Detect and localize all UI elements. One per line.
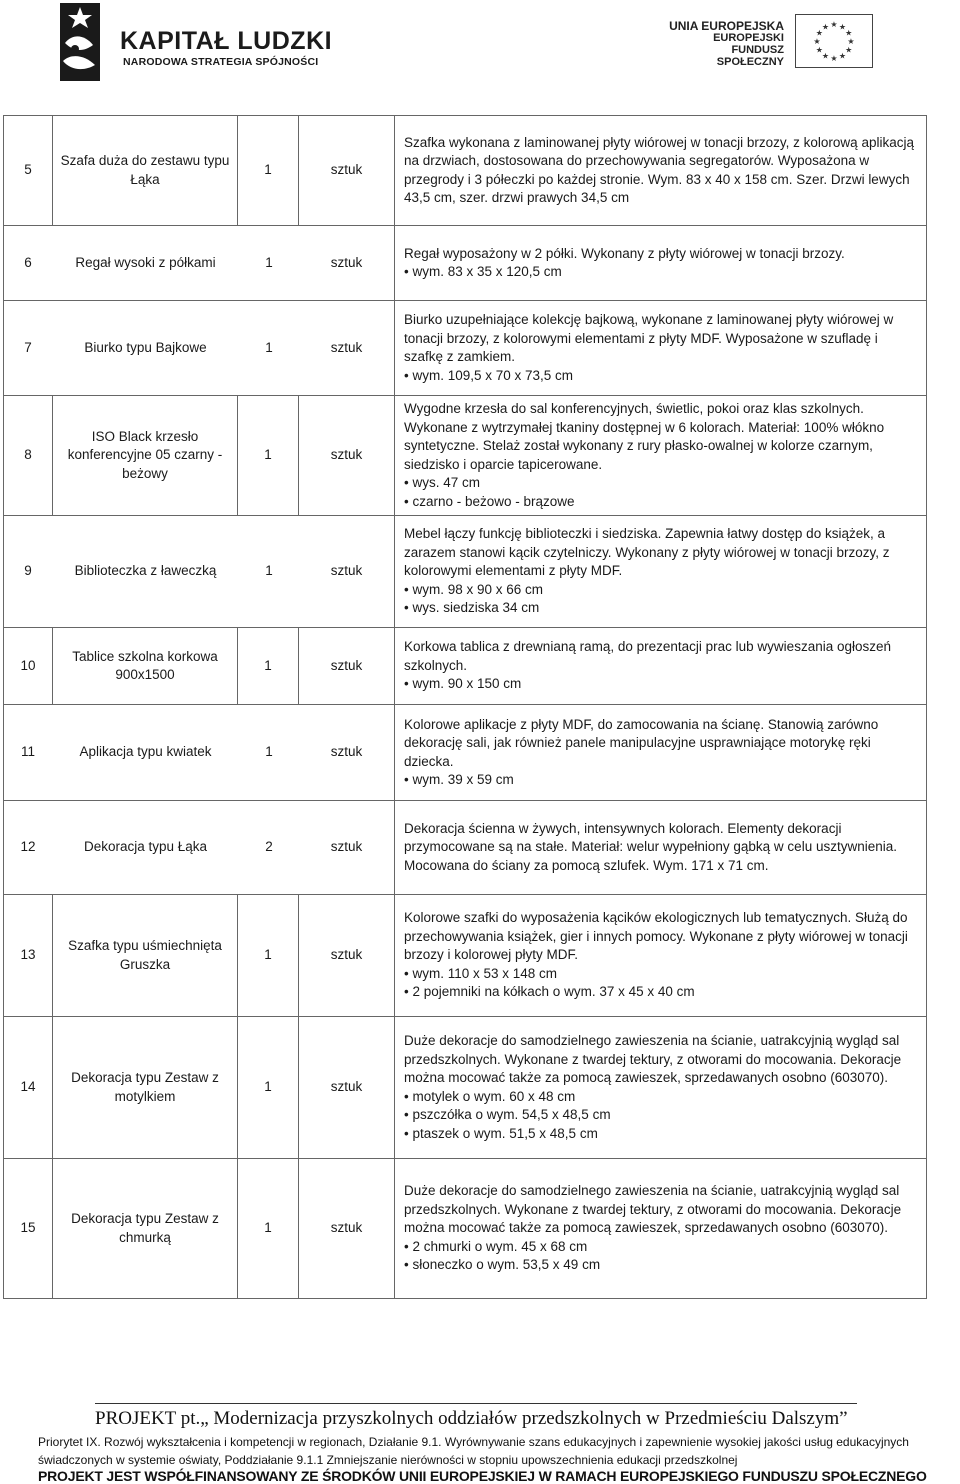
item-description (395, 301, 927, 396)
footer-divider (95, 1403, 857, 1404)
item-name: Dekoracja typu Łąka (83, 839, 208, 855)
description-text: Korkowa tablica z drewnianą ramą, do prezentacji prac lub wywieszania ogłoszeń szkolnych. (404, 639, 892, 673)
item-number: 9 (24, 563, 32, 579)
item-number: 6 (24, 254, 32, 270)
table-row (4, 1159, 927, 1299)
item-number: 13 (4, 895, 53, 1017)
description-text: Dekoracja ścienna w żywych, intensywnych kolorach. Elementy dekoracji przymocowane są na stałe. Materiał: welur wypełniony gąbką w celu usztywnienia. Mocowana do ściany za pomocą szlufek. Wym. 171 x 71 cm. (404, 820, 897, 873)
item-quantity: 1 (265, 563, 273, 579)
table-row (4, 516, 927, 628)
item-number: 11 (20, 744, 35, 760)
spec-list (404, 367, 916, 386)
eu-star-icon: ★ (845, 45, 853, 55)
item-name: Dekoracja typu Zestaw z chmurką (53, 1159, 238, 1299)
spec-list (404, 1238, 916, 1275)
item-unit: sztuk (299, 1159, 395, 1299)
item-summary-cell (4, 801, 395, 895)
item-quantity: 2 (265, 839, 273, 855)
item-unit: sztuk (299, 628, 395, 705)
item-quantity: 1 (238, 1017, 299, 1159)
eu-star-icon: ★ (813, 37, 821, 46)
eu-star-icon: ★ (838, 51, 847, 61)
item-description (395, 396, 927, 516)
eu-line-1: UNIA EUROPEJSKA (669, 19, 784, 33)
table-row (4, 116, 927, 226)
item-description (395, 628, 927, 705)
item-unit: sztuk (330, 744, 363, 760)
item-summary-cell (4, 705, 395, 801)
item-description (395, 116, 927, 226)
item-description (395, 1159, 927, 1299)
item-name: Biurko typu Bajkowe (84, 339, 207, 355)
spec-item: • wym. 83 x 35 x 120,5 cm (404, 263, 916, 282)
item-name: Tablice szkolna korkowa 900x1500 (53, 628, 238, 705)
spec-item: • 2 chmurki o wym. 45 x 68 cm (404, 1238, 916, 1257)
eu-star-icon: ★ (815, 45, 823, 55)
item-unit: sztuk (330, 563, 363, 579)
description-text: Szafka wykonana z laminowanej płyty wiórowej w tonacji brzozy, z kolorową aplikacją na drzwiach, dostosowana do przechowywania segregatorów. Wyposażona w przegrody i 3 półeczki po każdej stronie. Wym. 83 x 40 x 158 cm. Szer. Drzwi lewych 43,5 cm, szer. drzwi prawych 34,5 cm (404, 134, 914, 205)
spec-list (404, 675, 916, 694)
priority-description: Rozwój wykształcenia i kompetencji w regionach, Działanie 9.1. Wyrównywanie szans edukacyjnych i zapewnienie wysokiej jakości usług edukacyjnych świadczonych w systemie oświaty, Poddziałanie 9.1.1 Zmniejszanie nierówności w stopniu upowszechnienia edukacji przedszkolnej (38, 1435, 909, 1467)
item-quantity: 1 (238, 116, 299, 226)
spec-item: • wym. 39 x 59 cm (404, 771, 916, 790)
table-row (4, 301, 927, 396)
item-unit: sztuk (299, 1017, 395, 1159)
item-description (395, 705, 927, 801)
item-number: 14 (4, 1017, 53, 1159)
item-description (395, 516, 927, 628)
item-name: Biblioteczka z ławeczką (74, 563, 217, 579)
item-summary-cell (4, 226, 395, 301)
item-summary-cell (4, 516, 395, 628)
spec-item: • wym. 110 x 53 x 148 cm (404, 965, 916, 984)
spec-item: • wym. 109,5 x 70 x 73,5 cm (404, 367, 916, 386)
table-row (4, 895, 927, 1017)
item-quantity: 1 (238, 895, 299, 1017)
item-unit: sztuk (299, 895, 395, 1017)
spec-list (404, 263, 916, 282)
spec-item: • wym. 98 x 90 x 66 cm (404, 581, 916, 600)
description-text: Mebel łączy funkcję biblioteczki i siedziska. Zapewnia łatwy dostęp do książek, a zarazem stanowi kącik czytelniczy. Wykonany z płyty wiórowej w tonacji brzozy, z kolorowymi elementami z płyty MDF. (404, 526, 890, 579)
item-summary-cell (4, 301, 395, 396)
item-description (395, 1017, 927, 1159)
item-unit: sztuk (330, 339, 363, 355)
item-quantity: 1 (265, 254, 273, 270)
eu-star-icon: ★ (838, 22, 847, 32)
item-name: Szafa duża do zestawu typu Łąka (53, 116, 238, 226)
eu-flag-icon (795, 14, 873, 68)
eu-text (668, 20, 784, 68)
item-description (395, 801, 927, 895)
item-quantity: 1 (238, 396, 299, 516)
table-row (4, 705, 927, 801)
description-text: Biurko uzupełniające kolekcję bajkową, wykonane z laminowanej płyty wiórowej w tonacji brzozy, z kolorowymi elementami z płyty MDF. Wyposażone w szufladę i szafkę z zamkiem. (404, 312, 894, 364)
eu-star-icon: ★ (845, 28, 853, 38)
spec-item: • czarno - beżowo - brązowe (404, 493, 916, 512)
description-text: Wygodne krzesła do sal konferencyjnych, świetlic, pokoi oraz klas szkolnych. Wykonane z wytrzymałej tkaniny dostępnej w 6 kolorach. Materiał: 100% włókno syntetyczne. Stelaż został wykonany z rury płasko-owalnej w kolorze czarnym, siedzisko i oparcie tapicerowane. (404, 401, 885, 472)
page-footer (0, 1395, 960, 1484)
item-quantity: 1 (265, 339, 273, 355)
description-text: Kolorowe aplikacje z płyty MDF, do zamocowania na ścianę. Stanowią zarówno dekorację sali, jak również panele manipulacyjne usprawniające motorykę ręki dziecka. (404, 716, 879, 769)
eu-line-3: FUNDUSZ SPOŁECZNY (716, 44, 784, 68)
item-number: 12 (20, 839, 36, 855)
item-name: Aplikacja typu kwiatek (79, 744, 212, 760)
item-number: 7 (24, 339, 32, 355)
item-name: Szafka typu uśmiechnięta Gruszka (53, 895, 238, 1017)
project-title: PROJEKT pt.„ Modernizacja przyszkolnych oddziałów przedszkolnych w Przedmieściu Dalszym” (95, 1408, 848, 1429)
table-row (4, 801, 927, 895)
spec-item: • pszczółka o wym. 54,5 x 48,5 cm (404, 1106, 916, 1125)
spec-item: • wys. 47 cm (404, 474, 916, 493)
item-quantity: 1 (238, 628, 299, 705)
table-row (4, 396, 927, 516)
page-header (0, 0, 960, 100)
item-name: ISO Black krzesło konferencyjne 05 czarny - beżowy (53, 396, 238, 516)
eu-star-icon: ★ (815, 28, 823, 38)
spec-item: • motylek o wym. 60 x 48 cm (404, 1088, 916, 1107)
spec-list (404, 965, 916, 1002)
spec-list (404, 581, 916, 618)
item-description (395, 895, 927, 1017)
priority-label: Priorytet IX. (38, 1435, 101, 1449)
item-number: 15 (4, 1159, 53, 1299)
priority-text (38, 1433, 958, 1469)
item-unit: sztuk (299, 116, 395, 226)
eu-star-icon: ★ (821, 22, 830, 32)
spec-item: • ptaszek o wym. 51,5 x 48,5 cm (404, 1125, 916, 1144)
item-quantity: 1 (265, 744, 273, 760)
table-row (4, 1017, 927, 1159)
item-name: Regał wysoki z półkami (75, 254, 216, 270)
logo-title: KAPITAŁ LUDZKI (120, 27, 333, 55)
item-number: 10 (4, 628, 53, 705)
spec-list (404, 771, 916, 790)
table-row (4, 226, 927, 301)
item-number: 8 (4, 396, 53, 516)
description-text: Kolorowe szafki do wyposażenia kącików ekologicznych lub tematycznych. Służą do przechowywania książek, gier i innych pomocy. Wykonane z płyty wiórowej w tonacji brzozy i kolorowej płyty MDF. (404, 910, 908, 963)
eu-line-2: EUROPEJSKI (713, 32, 784, 44)
item-unit: sztuk (299, 396, 395, 516)
item-unit: sztuk (330, 254, 363, 270)
eu-star-icon: ★ (847, 37, 855, 46)
spec-list (404, 474, 916, 511)
cofinancing-note: PROJEKT JEST WSPÓŁFINANSOWANY ZE ŚRODKÓW UNII EUROPEJSKIEJ W RAMACH EUROPEJSKIEGO FUNDUSZU SPOŁECZNEGO (38, 1468, 927, 1484)
logo-subtitle: NARODOWA STRATEGIA SPÓJNOŚCI (123, 56, 319, 68)
description-text: Duże dekoracje do samodzielnego zawieszenia na ścianie, uatrakcyjnią wygląd sal przedszkolnych. Wykonane z twardej tektury, z otworami do mocowania. Dekoracje można mocować także za pomocą zawieszek, sprzedawanych osobno (603070). (404, 1033, 902, 1085)
spec-item: • słoneczko o wym. 53,5 x 49 cm (404, 1256, 916, 1275)
table-row (4, 628, 927, 705)
items-table (3, 115, 927, 1299)
item-number: 5 (4, 116, 53, 226)
spec-item: • wys. siedziska 34 cm (404, 599, 916, 618)
spec-item: • 2 pojemniki na kółkach o wym. 37 x 45 x 40 cm (404, 983, 916, 1002)
spec-item: • wym. 90 x 150 cm (404, 675, 916, 694)
item-quantity: 1 (238, 1159, 299, 1299)
item-name: Dekoracja typu Zestaw z motylkiem (53, 1017, 238, 1159)
item-unit: sztuk (330, 839, 363, 855)
eu-star-icon: ★ (821, 51, 830, 61)
description-text: Regał wyposażony w 2 półki. Wykonany z płyty wiórowej w tonacji brzozy. (404, 245, 845, 261)
description-text: Duże dekoracje do samodzielnego zawieszenia na ścianie, uatrakcyjnią wygląd sal przedszkolnych. Wykonane z twardej tektury, z otworami do mocowania. Dekoracje można mocować także za pomocą zawieszek, sprzedawanych osobno (603070). (404, 1183, 902, 1236)
spec-list (404, 1088, 916, 1144)
eu-star-icon: ★ (830, 54, 838, 63)
eu-star-icon: ★ (830, 20, 838, 29)
item-description (395, 226, 927, 301)
